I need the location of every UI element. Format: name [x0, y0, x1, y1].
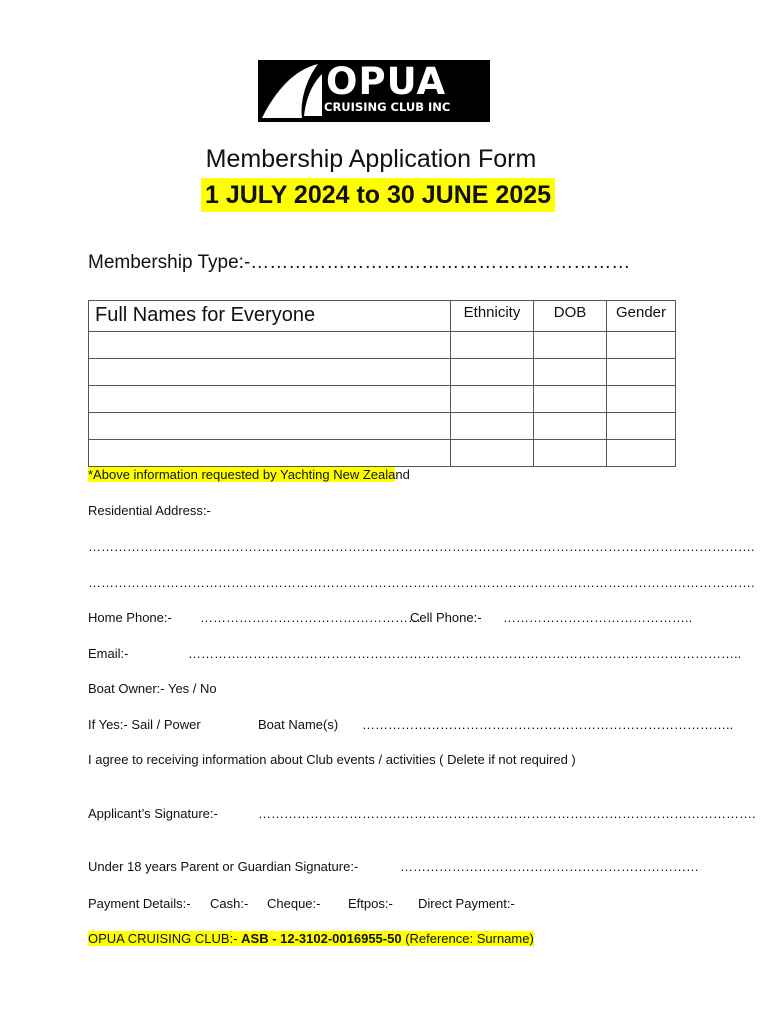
home-phone-label: Home Phone:- [88, 610, 172, 625]
address-line-2[interactable]: ………………………………………………………………………………………………………………………………………. [88, 575, 755, 590]
table-row [89, 413, 676, 440]
payment-cheque-option[interactable]: Cheque:- [267, 896, 321, 911]
table-row [89, 359, 676, 386]
payment-eftpos-option[interactable]: Eftpos:- [348, 896, 393, 911]
address-label: Residential Address:- [88, 503, 211, 518]
note-highlighted: *Above information requested by Yachting New Zeala [88, 467, 396, 482]
membership-type-line[interactable] [88, 250, 630, 276]
email-label: Email:- [88, 646, 129, 661]
ethnicity-cell[interactable] [451, 440, 534, 467]
yachting-nz-note [88, 466, 410, 484]
payment-details-label: Payment Details:- [88, 896, 191, 911]
ethnicity-cell[interactable] [451, 332, 534, 359]
logo-sub-text: CRUISING CLUB INC [324, 100, 451, 114]
signature-field[interactable]: ……………………………………………………………………………………………………. [258, 806, 756, 821]
column-header-full-names: Full Names for Everyone [89, 301, 451, 332]
bank-prefix: OPUA CRUISING CLUB:- [88, 931, 242, 946]
gender-cell[interactable] [607, 386, 676, 413]
boat-name-field[interactable]: ………………………………………………………………………….. [362, 717, 734, 732]
name-cell[interactable] [89, 359, 451, 386]
gender-cell[interactable] [607, 413, 676, 440]
gender-cell[interactable] [607, 332, 676, 359]
bank-reference: (Reference: Surname) [401, 931, 534, 946]
table-row [89, 386, 676, 413]
dob-cell[interactable] [534, 386, 607, 413]
column-header-gender: Gender [607, 301, 676, 332]
membership-type-label: Membership Type:- [88, 252, 251, 273]
column-header-ethnicity: Ethnicity [451, 301, 534, 332]
guardian-signature-field[interactable]: …………………………………………………………… [400, 859, 699, 874]
note-rest: nd [395, 467, 410, 482]
column-header-dob: DOB [534, 301, 607, 332]
payment-cash-option[interactable]: Cash:- [210, 896, 249, 911]
name-cell[interactable] [89, 386, 451, 413]
sail-power-option[interactable]: If Yes:- Sail / Power [88, 717, 201, 732]
ethnicity-cell[interactable] [451, 413, 534, 440]
membership-period: 1 JULY 2024 to 30 JUNE 2025 [201, 178, 555, 212]
logo-main-text: OPUA [326, 60, 447, 103]
boat-owner-option[interactable]: Boat Owner:- Yes / No [88, 681, 217, 696]
bank-account-number: ASB - 12-3102-0016955-50 [241, 931, 402, 946]
table-header-row [89, 301, 676, 332]
boat-name-label: Boat Name(s) [258, 717, 339, 732]
guardian-signature-label: Under 18 years Parent or Guardian Signature:- [88, 859, 359, 874]
home-phone-field[interactable]: …………………………………………… [200, 610, 421, 625]
email-field[interactable]: ……………………………………………………………………………………………………………….. [188, 646, 742, 661]
name-cell[interactable] [89, 440, 451, 467]
address-line-1[interactable]: ………………………………………………………………………………………………………………………………………. [88, 539, 755, 554]
cell-phone-field[interactable]: …………………………………….. [503, 610, 693, 625]
gender-cell[interactable] [607, 440, 676, 467]
bank-details [88, 930, 534, 948]
agree-statement[interactable]: I agree to receiving information about Club events / activities ( Delete if not required ) [88, 752, 576, 767]
membership-type-dots: …………………………………………………… [250, 252, 631, 273]
signature-label: Applicant’s Signature:- [88, 806, 218, 821]
members-table [88, 300, 676, 467]
table-row [89, 440, 676, 467]
name-cell[interactable] [89, 413, 451, 440]
dob-cell[interactable] [534, 332, 607, 359]
gender-cell[interactable] [607, 359, 676, 386]
form-title: Membership Application Form [205, 145, 537, 173]
table-row [89, 332, 676, 359]
payment-direct-option[interactable]: Direct Payment:- [418, 896, 515, 911]
dob-cell[interactable] [534, 359, 607, 386]
cell-phone-label: Cell Phone:- [410, 610, 482, 625]
ethnicity-cell[interactable] [451, 386, 534, 413]
name-cell[interactable] [89, 332, 451, 359]
ethnicity-cell[interactable] [451, 359, 534, 386]
dob-cell[interactable] [534, 413, 607, 440]
dob-cell[interactable] [534, 440, 607, 467]
club-logo [258, 60, 490, 122]
